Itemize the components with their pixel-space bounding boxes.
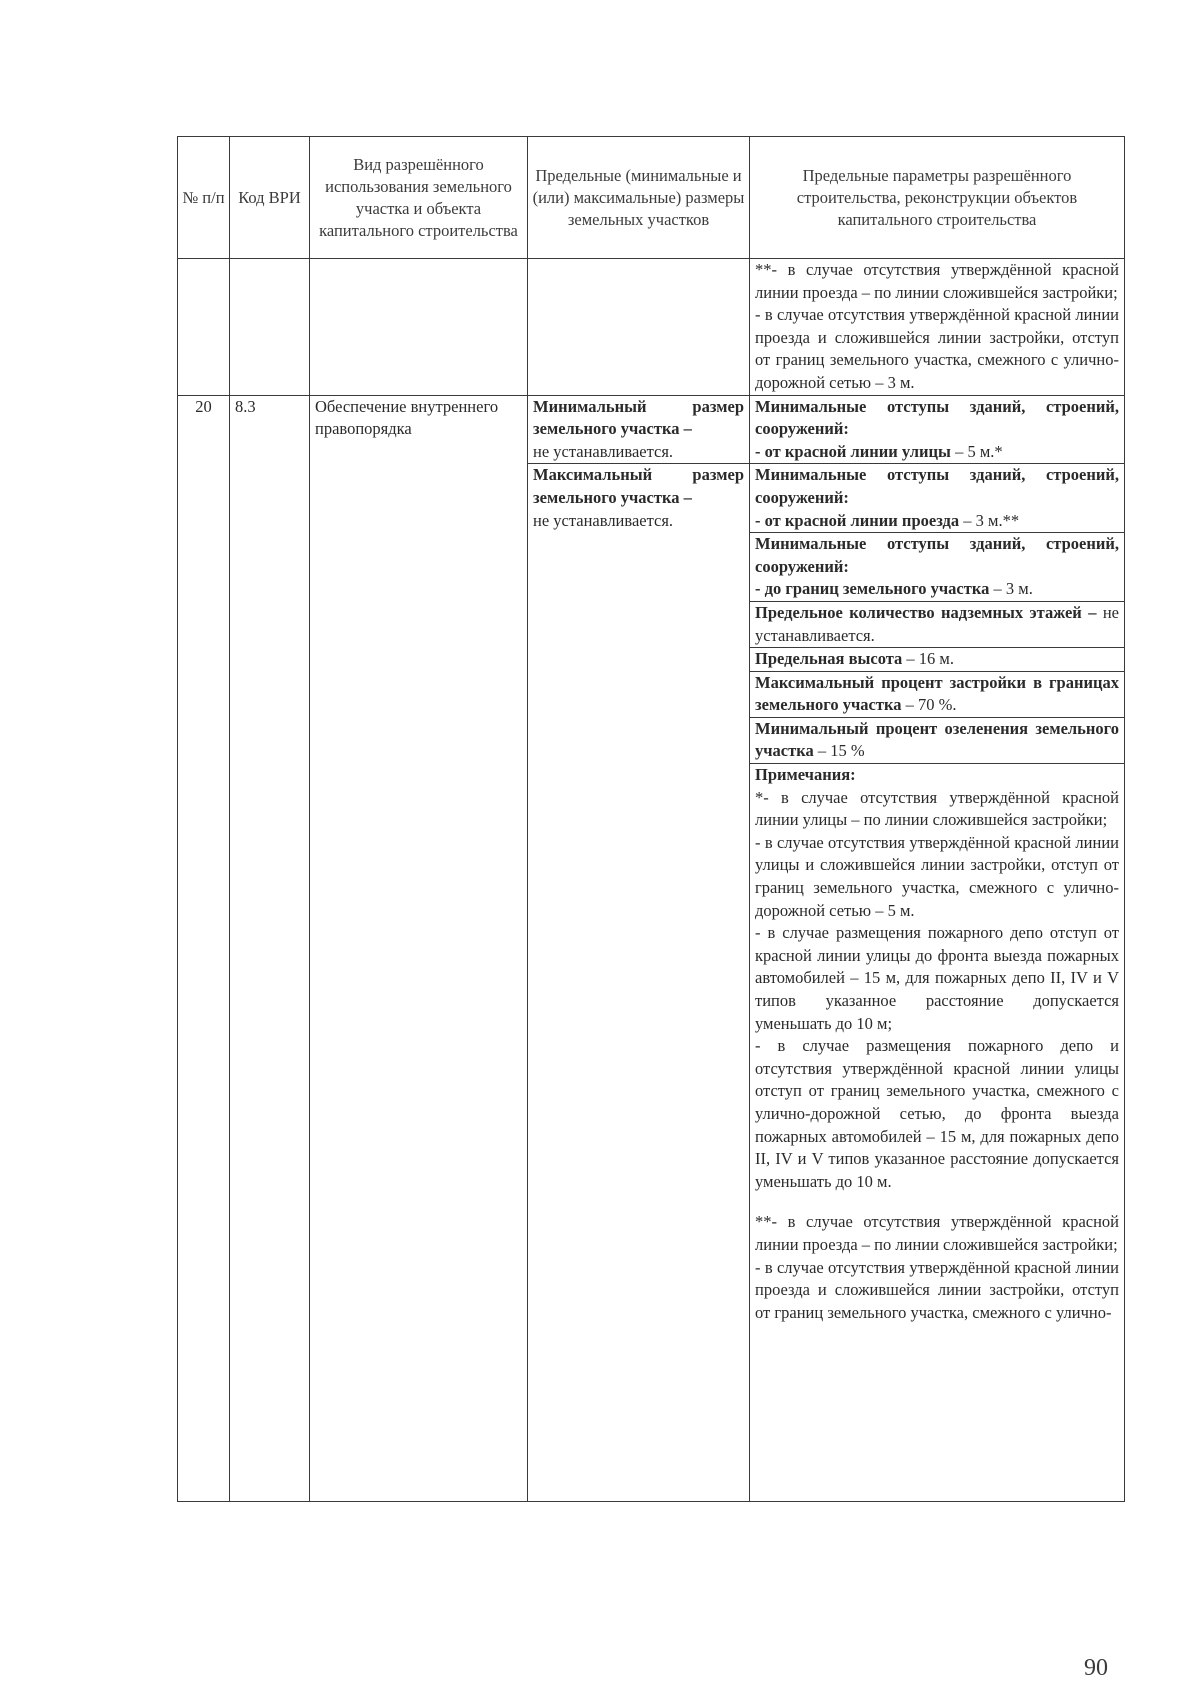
setback-street-value: – 5 м.* bbox=[950, 441, 1003, 461]
green-percent-value: – 15 % bbox=[813, 741, 865, 761]
build-percent-label: Максимальный процент застройки в границах земельного участка bbox=[755, 672, 1119, 715]
max-plot-size-label: Максимальный размер земельного участка – bbox=[533, 465, 744, 507]
min-plot-size-label: Минимальный размер земельного участка – bbox=[533, 396, 744, 439]
height-value: – 16 м. bbox=[902, 649, 954, 669]
setback-driveway-value: – 3 м.** bbox=[959, 510, 1020, 530]
floors-value: не устанавливается. bbox=[755, 602, 1119, 645]
setback-driveway-cell bbox=[750, 464, 1125, 533]
notes-title: Примечания: bbox=[755, 765, 856, 785]
floors-label: Предельное количество надземных этажей – bbox=[755, 602, 1097, 622]
min-plot-size-value: не устанавливается. bbox=[533, 441, 674, 461]
setback-boundary-label: Минимальные отступы зданий, строений, сооружений: bbox=[755, 534, 1119, 576]
green-percent-cell bbox=[750, 717, 1125, 763]
green-percent-label: Минимальный процент озеленения земельного участка bbox=[755, 718, 1119, 761]
notes-cell bbox=[750, 764, 1125, 1502]
build-percent-cell bbox=[750, 671, 1125, 717]
header-permitted-use: Вид разрешённого использования земельного участка и объекта капитального строительства bbox=[310, 137, 528, 259]
row-code: 8.3 bbox=[230, 395, 310, 1502]
notes-spacer bbox=[755, 1193, 1119, 1211]
table-header-row bbox=[178, 137, 1125, 259]
setback-street-target: - от красной линии улицы bbox=[755, 441, 951, 461]
max-plot-size-cell bbox=[528, 464, 750, 1502]
build-percent-value: – 70 %. bbox=[901, 695, 957, 715]
setback-boundary-cell bbox=[750, 533, 1125, 602]
setback-boundary-target: - до границ земельного участка bbox=[755, 579, 990, 599]
note-item: *- в случае отсутствия утверждённой красной линии улицы – по линии сложившейся застройки; bbox=[755, 787, 1119, 830]
note-item: - в случае размещения пожарного депо отступ от красной линии улицы до фронта выезда пожарных автомобилей – 15 м, для пожарных депо II, IV и V типов указанное расстояние допускается уменьшать до 10 м; bbox=[755, 923, 1119, 1033]
note-item: - в случае размещения пожарного депо и отсутствия утверждённой красной линии улицы отступ от границ земельного участка, смежного с улично-дорожной сетью, до фронта выезда пожарных автомобилей – 15 м, для пожарных депо II, IV и V типов указанное расстояние допускается уменьшать до 10 м. bbox=[755, 1036, 1119, 1191]
setback-street-label: Минимальные отступы зданий, строений, сооружений: bbox=[755, 396, 1119, 439]
table-row-continuation bbox=[178, 259, 1125, 396]
header-construction-params: Предельные параметры разрешённого строительства, реконструкции объектов капитального строительства bbox=[750, 137, 1125, 259]
header-plot-sizes: Предельные (минимальные и (или) максимальные) размеры земельных участков bbox=[528, 137, 750, 259]
note-item: - в случае отсутствия утверждённой красной линии проезда и сложившейся линии застройки, отступ от границ земельного участка, смежного с улично- bbox=[755, 1257, 1119, 1322]
floors-cell bbox=[750, 601, 1125, 647]
setback-boundary-value: – 3 м. bbox=[989, 579, 1033, 599]
setback-street-cell bbox=[750, 395, 1125, 464]
header-number: № п/п bbox=[178, 137, 230, 259]
land-use-regulations-table bbox=[177, 136, 1125, 1502]
setback-driveway-target: - от красной линии проезда bbox=[755, 510, 960, 530]
table-row-20a bbox=[178, 395, 1125, 464]
note-item: **- в случае отсутствия утверждённой красной линии проезда – по линии сложившейся застройки; bbox=[755, 1212, 1119, 1254]
continued-note-2: - в случае отсутствия утверждённой красной линии проезда и сложившейся линии застройки, отступ от границ земельного участка, смежного с улично-дорожной сетью – 3 м. bbox=[755, 305, 1119, 392]
row-permitted-use: Обеспечение внутреннего правопорядка bbox=[310, 395, 528, 1502]
height-label: Предельная высота bbox=[755, 649, 903, 669]
continued-note-1: **- в случае отсутствия утверждённой красной линии проезда – по линии сложившейся застройки; bbox=[755, 260, 1119, 302]
setback-driveway-label: Минимальные отступы зданий, строений, сооружений: bbox=[755, 465, 1119, 507]
min-plot-size-cell bbox=[528, 395, 750, 464]
note-item: - в случае отсутствия утверждённой красной линии улицы и сложившейся линии застройки, отступ от границ земельного участка, смежного с улично-дорожной сетью – 5 м. bbox=[755, 832, 1119, 920]
page-number: 90 bbox=[1084, 1655, 1108, 1681]
row-number: 20 bbox=[178, 395, 230, 1502]
height-cell bbox=[750, 648, 1125, 672]
max-plot-size-value: не устанавливается. bbox=[533, 510, 674, 530]
header-code: Код ВРИ bbox=[230, 137, 310, 259]
continued-notes-cell bbox=[750, 259, 1125, 396]
